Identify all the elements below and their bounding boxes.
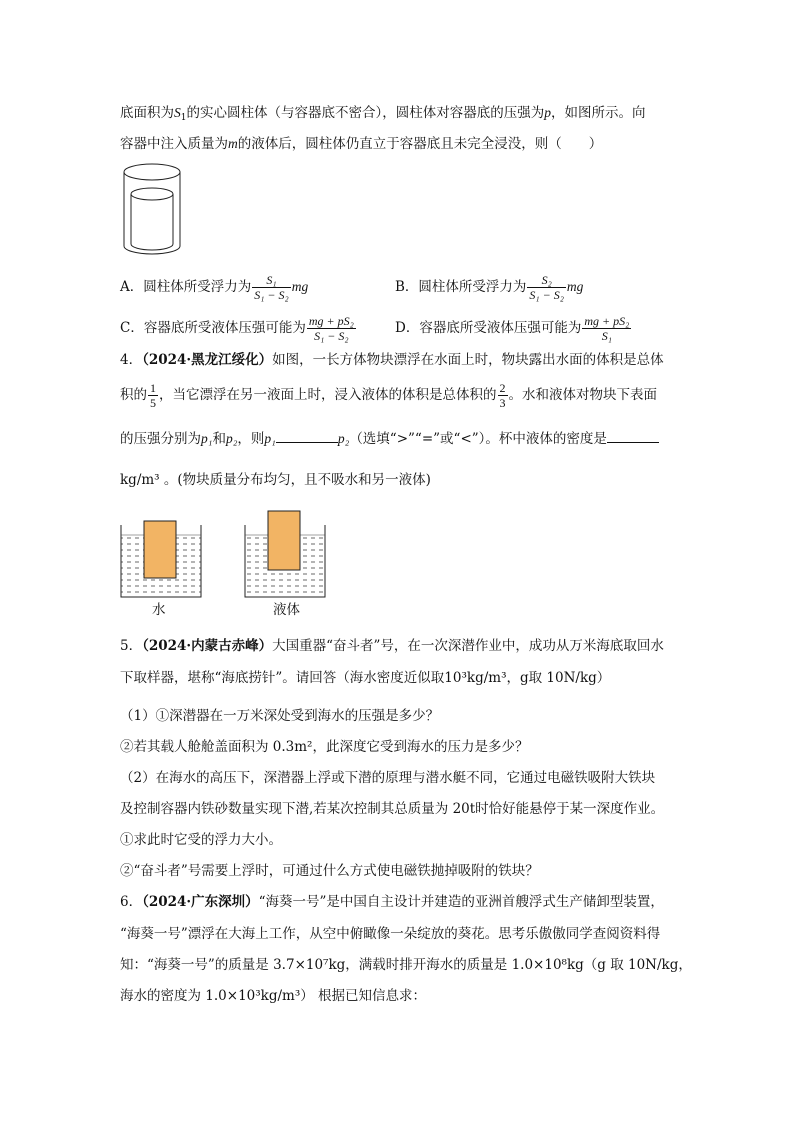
q3-option-a (120, 273, 308, 302)
fraction-denominator: S₁ − S₂ (529, 288, 564, 302)
q6-line-2: “海葵一号”漂浮在大海上工作，从空中俯瞰像一朵绽放的葵花。思考乐傲傲同学查阅资料得 (120, 926, 661, 942)
q3-line-2 (120, 134, 602, 154)
q5-line-1 (120, 636, 664, 656)
q5-sub-6: ②“奋斗者”号需要上浮时，可通过什么方式使电磁铁抛掉吸附的铁块？ (120, 863, 539, 879)
q4-line-3 (120, 428, 659, 449)
question-number: 6． (120, 894, 143, 910)
q4-text: 的压强分别为 (120, 431, 201, 447)
question-source: （2024·黑龙江绥化） (142, 352, 273, 368)
q5-sub-3: （2）在海水的高压下，深潜器上浮或下潜的原理与潜水艇不同，它通过电磁铁吸附大铁块 (120, 770, 656, 786)
q3-text: 底面积为 (120, 105, 174, 121)
fraction-numerator: mg + pS₂ (308, 314, 354, 328)
fraction-numerator: mg + pS₂ (584, 314, 630, 328)
fraction (307, 314, 356, 343)
label-liquid: 液体 (273, 602, 300, 618)
fraction (252, 273, 290, 302)
answer-blank-compare[interactable] (276, 428, 338, 443)
q5-text: 大国重器“奋斗者”号，在一次深潜作业中，成功从万米海底取回水 (272, 638, 664, 654)
q3-option-d (395, 314, 632, 343)
q3-option-c (120, 314, 357, 343)
question-source: （2024·内蒙古赤峰） (142, 638, 273, 654)
q6-line-3: 知：“海葵一号”的质量是 3.7×10⁷kg，满载时排开海水的质量是 1.0×10⁸kg（g 取 10N/kg， (120, 957, 692, 973)
q4-text: 如图，一长方体物块漂浮在水面上时，物块露出水面的体积是总体 (272, 352, 664, 368)
container-cylinder-figure (118, 160, 190, 258)
var-sub: 1 (180, 113, 187, 123)
option-label: D．容器底所受液体压强可能为 (395, 320, 582, 336)
question-number: 5． (120, 638, 143, 654)
liquid-beaker (245, 511, 325, 597)
q5-sub-4: 及控制容器内铁砂数量实现下潜,若某次控制其总质量为 20t时恰好能悬停于某一深度作业。 (120, 801, 665, 817)
answer-blank-density[interactable] (607, 428, 659, 443)
fraction-denominator: 5 (150, 396, 156, 410)
q3-option-b (395, 273, 583, 302)
q4-text: ，当它漂浮在另一液面上时，浸入液体的体积是总体积的 (159, 387, 497, 403)
q4-text: 积的 (120, 387, 147, 403)
var-m: m (228, 136, 238, 151)
q3-text: 的液体后，圆柱体仍直立于容器底且未完全浸没，则（ ） (237, 136, 603, 152)
fraction-one-fifth (148, 381, 158, 410)
fraction-denominator: S₁ − S₂ (254, 288, 289, 302)
block-in-liquid (268, 511, 300, 570)
label-water: 水 (152, 602, 166, 618)
var-p1: p₁ (201, 431, 213, 446)
q6-line-4: 海水的密度为 1.0×10³kg/m³） 根据已知信息求： (120, 988, 427, 1004)
fraction-denominator: S₁ (601, 329, 612, 343)
fraction-numerator: 1 (150, 381, 156, 395)
q5-sub-2: ②若其载人舱舱盖面积为 0.3m²，此深度它受到海水的压力是多少？ (120, 739, 529, 755)
fraction-denominator: 3 (499, 396, 506, 410)
q4-line-4 (120, 470, 431, 490)
var-s: S (174, 105, 181, 120)
q4-line-2 (120, 381, 657, 410)
q5-sub-1: （1）①深潜器在一万米深处受到海水的压强是多少？ (120, 708, 440, 724)
fraction (582, 314, 631, 343)
q6-line-1 (120, 892, 664, 912)
option-label: C．容器底所受液体压强可能为 (120, 320, 306, 336)
q6-text: “海葵一号”是中国自主设计并建造的亚洲首艘浮式生产储卸型装置， (258, 894, 664, 910)
water-beaker (121, 521, 201, 597)
fraction-denominator: S₁ − S₂ (314, 329, 349, 343)
option-label: A．圆柱体所受浮力为 (120, 279, 252, 295)
q4-text: ，则 (237, 431, 265, 447)
q4-line-1 (120, 350, 664, 370)
var-p2: p₂ (225, 431, 238, 446)
fraction-two-thirds (498, 381, 508, 410)
option-label: B．圆柱体所受浮力为 (395, 279, 527, 295)
q5-line-2: 下取样器，堪称“海底捞针”。请回答（海水密度近似取10³kg/m³，g取 10N/kg） (120, 670, 611, 686)
q3-text: ，如图所示。向 (550, 105, 646, 121)
q4-text: 。水和液体对物块下表面 (508, 387, 657, 403)
option-tail: mg (291, 279, 309, 294)
var-p1: p₁ (264, 431, 276, 446)
var-p: p (544, 105, 551, 120)
q3-text: 的实心圆柱体（与容器底不密合），圆柱体对容器底的压强为 (186, 105, 545, 121)
q4-text: （选填“>”“=”或“<”）。杯中液体的密度是 (349, 431, 607, 447)
fraction-numerator: 2 (499, 381, 506, 395)
block-in-water (144, 521, 176, 578)
fraction (527, 273, 565, 302)
fraction-numerator: S₁ (252, 273, 290, 288)
q4-text: 和 (212, 431, 226, 447)
var-p2: p₂ (337, 431, 350, 446)
option-tail: mg (566, 279, 584, 294)
question-number: 4． (120, 352, 143, 368)
q3-text: 容器中注入质量为 (120, 136, 228, 152)
q5-sub-5: ①求此时它受的浮力大小。 (120, 832, 282, 848)
fraction-numerator: S₂ (527, 273, 565, 288)
question-source: （2024·广东深圳） (142, 894, 259, 910)
q4-text: kg/m³ 。(物块质量分布均匀，且不吸水和另一液体) (120, 472, 431, 488)
q3-line-1 (120, 103, 645, 128)
